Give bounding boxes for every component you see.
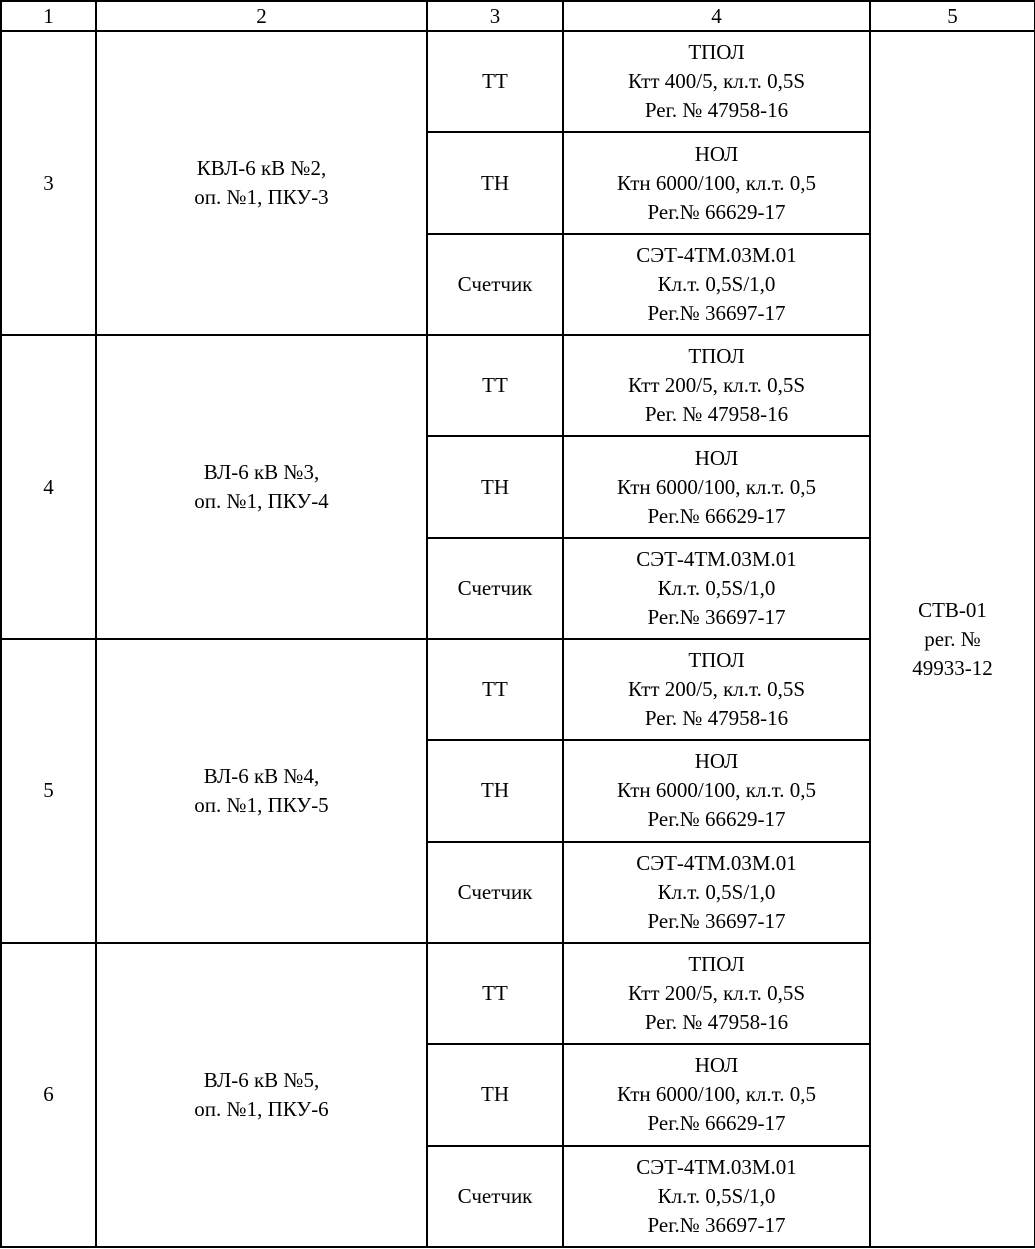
equipment-spec-line: Рег. № 47958-16: [644, 402, 789, 427]
equipment-spec-line: НОЛ: [694, 141, 739, 166]
connection-name-line: ВЛ-6 кВ №5,: [203, 1067, 320, 1092]
header-col-2: 2: [96, 1, 427, 31]
equipment-spec-line: ТПОЛ: [688, 952, 745, 977]
equipment-spec: [563, 538, 870, 639]
equipment-spec-line: СЭТ-4ТМ.03М.01: [636, 1154, 797, 1179]
equipment-spec-line: ТПОЛ: [688, 648, 745, 673]
equipment-spec-line: Кл.т. 0,5S/1,0: [657, 879, 776, 904]
equipment-type: ТН: [427, 740, 563, 841]
equipment-type: ТТ: [427, 31, 563, 132]
equipment-spec-line: Рег.№ 66629-17: [647, 807, 786, 832]
connection-name-line: оп. №1, ПКУ-3: [194, 185, 329, 210]
row-number: 5: [1, 639, 96, 943]
header-row: [1, 1, 1035, 31]
equipment-spec-line: Кл.т. 0,5S/1,0: [657, 1183, 776, 1208]
equipment-type: ТТ: [427, 335, 563, 436]
connection-name-line: ВЛ-6 кВ №3,: [203, 460, 320, 484]
equipment-spec-line: НОЛ: [694, 445, 739, 470]
equipment-spec-line: Ктт 200/5, кл.т. 0,5S: [627, 981, 806, 1006]
equipment-spec: [563, 132, 870, 233]
equipment-type: ТН: [427, 436, 563, 537]
connection-name-line: оп. №1, ПКУ-4: [194, 489, 329, 513]
equipment-spec-line: НОЛ: [694, 749, 739, 774]
connection-name: [96, 943, 427, 1247]
equipment-spec-line: НОЛ: [694, 1053, 739, 1078]
equipment-spec: [563, 1146, 870, 1247]
equipment-spec-line: ТПОЛ: [688, 40, 745, 65]
row-number: 3: [1, 31, 96, 335]
equipment-spec-line: Рег.№ 36697-17: [647, 1212, 786, 1237]
equipment-spec-line: СЭТ-4ТМ.03М.01: [636, 242, 797, 267]
equipment-spec-line: СЭТ-4ТМ.03М.01: [636, 546, 797, 571]
equipment-type: Счетчик: [427, 1146, 563, 1247]
table-body: [1, 1, 1035, 1247]
equipment-type: Счетчик: [427, 234, 563, 335]
equipment-spec-line: Рег.№ 66629-17: [647, 199, 786, 224]
equipment-spec: [563, 31, 870, 132]
shared-server-cell: [870, 31, 1035, 1247]
equipment-spec-line: Ктт 200/5, кл.т. 0,5S: [627, 373, 806, 398]
equipment-spec-line: Рег. № 47958-16: [644, 98, 789, 123]
equipment-spec-line: ТПОЛ: [688, 344, 745, 369]
row-number: 4: [1, 335, 96, 639]
equipment-spec-line: Ктн 6000/100, кл.т. 0,5: [617, 1082, 816, 1107]
equipment-spec-line: Ктт 400/5, кл.т. 0,5S: [627, 69, 806, 94]
equipment-type: Счетчик: [427, 842, 563, 943]
equipment-spec: [563, 842, 870, 943]
connection-name: [96, 31, 427, 335]
equipment-spec: [563, 740, 870, 841]
connection-name-line: КВЛ-6 кВ №2,: [196, 156, 327, 181]
equipment-spec: [563, 436, 870, 537]
equipment-type: Счетчик: [427, 538, 563, 639]
equipment-spec-line: Кл.т. 0,5S/1,0: [657, 271, 776, 296]
equipment-spec: [563, 335, 870, 436]
equipment-spec-line: Рег.№ 36697-17: [647, 604, 786, 629]
equipment-spec-line: Рег. № 47958-16: [644, 1010, 789, 1035]
connection-name: [96, 639, 427, 943]
shared-server-line: 49933-12: [912, 655, 993, 680]
equipment-spec-line: Ктн 6000/100, кл.т. 0,5: [617, 778, 816, 803]
connection-name-line: оп. №1, ПКУ-5: [194, 792, 329, 817]
equipment-spec: [563, 1044, 870, 1145]
equipment-spec-line: Рег.№ 66629-17: [647, 1111, 786, 1136]
equipment-spec: [563, 234, 870, 335]
shared-server-line: рег. №: [924, 626, 981, 651]
equipment-spec-line: Ктн 6000/100, кл.т. 0,5: [617, 170, 816, 195]
row-number: 6: [1, 943, 96, 1247]
equipment-type: ТН: [427, 1044, 563, 1145]
equipment-spec: [563, 639, 870, 740]
equipment-type: ТТ: [427, 943, 563, 1044]
header-col-4: 4: [563, 1, 870, 31]
equipment-spec-line: Кл.т. 0,5S/1,0: [657, 575, 776, 600]
equipment-type: ТТ: [427, 639, 563, 740]
connection-name-line: ВЛ-6 кВ №4,: [203, 763, 320, 788]
equipment-spec-line: Рег.№ 36697-17: [647, 908, 786, 933]
equipment-spec-line: Рег. № 47958-16: [644, 706, 789, 731]
connection-name-line: оп. №1, ПКУ-6: [194, 1096, 329, 1121]
equipment-spec-line: Рег.№ 66629-17: [647, 503, 786, 528]
equipment-spec-line: Ктт 200/5, кл.т. 0,5S: [627, 677, 806, 702]
equipment-spec-line: Ктн 6000/100, кл.т. 0,5: [617, 474, 816, 499]
header-col-5: 5: [870, 1, 1035, 31]
header-col-1: 1: [1, 1, 96, 31]
table-row: [1, 31, 1035, 132]
connection-name: [96, 335, 427, 639]
equipment-type: ТН: [427, 132, 563, 233]
header-col-3: 3: [427, 1, 563, 31]
equipment-spec: [563, 943, 870, 1044]
equipment-spec-line: СЭТ-4ТМ.03М.01: [636, 850, 797, 875]
equipment-spec-line: Рег.№ 36697-17: [647, 300, 786, 325]
shared-server-line: СТВ-01: [918, 597, 987, 622]
